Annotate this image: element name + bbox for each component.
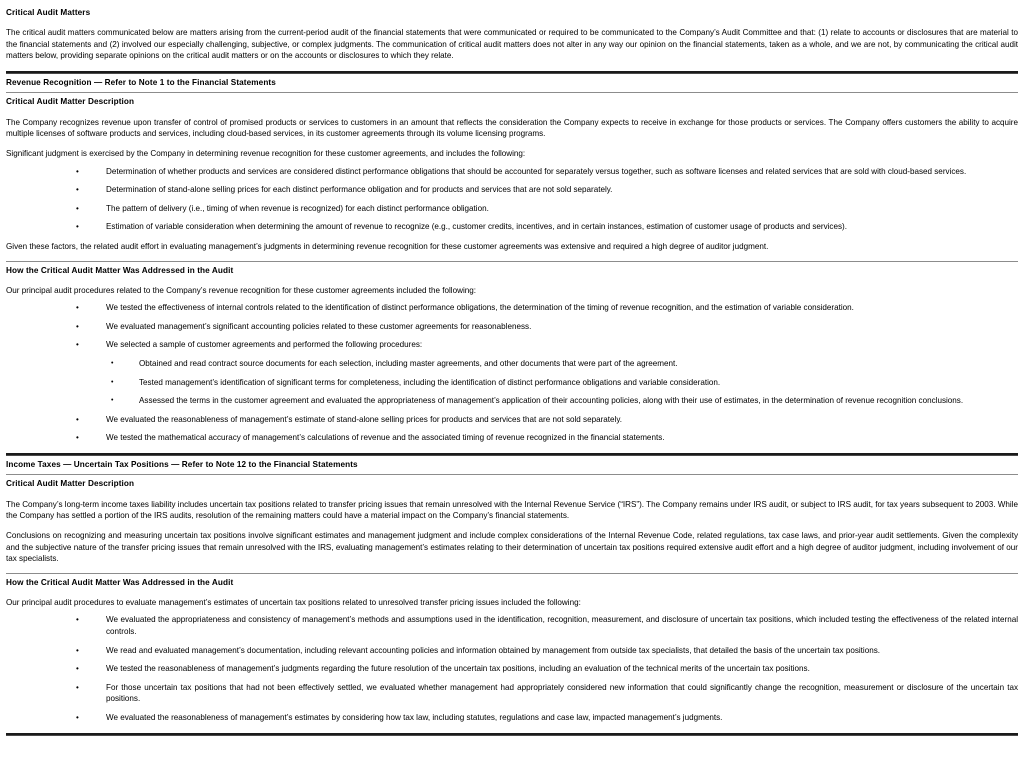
document-bottom-rule bbox=[6, 733, 1018, 736]
list-item bbox=[6, 663, 1018, 675]
subheading-how-addressed-revenue: How the Critical Audit Matter Was Addressed in the Audit bbox=[6, 265, 234, 275]
list-item bbox=[6, 682, 1018, 705]
income-taxes-description-paragraph-2: Conclusions on recognizing and measuring uncertain tax positions involve significant estimates and management judgment and include complex considerations of the Internal Revenue Code, related regulations, tax case laws, and prior-year audit settlements. Given the complexity and the subjective nature of the transfer pricing issues that remain unresolved with the IRS, evaluating management’s estimates relating to their determination of uncertain tax positions required extensive audit effort and a high degree of auditor judgment, including involvement of our tax specialists. bbox=[6, 531, 1018, 564]
list-item bbox=[6, 414, 1018, 426]
list-item-text: For those uncertain tax positions that had not been effectively settled, we evaluated whether management had appropriately considered new information that could significantly change the recognition, measurement or disclosure of the uncertain tax positions. bbox=[106, 682, 1018, 704]
sub-list-item-text: Obtained and read contract source documents for each selection, including master agreements, and other documents that were part of the agreement. bbox=[139, 358, 678, 368]
sub-list-item bbox=[106, 395, 1018, 407]
bullet-icon: • bbox=[76, 321, 79, 331]
list-item-text: Determination of whether products and services are considered distinct performance obligations that should be accounted for separately versus together, such as software licenses and related services that are sold with cloud-based services. bbox=[106, 166, 967, 176]
bullet-icon: • bbox=[76, 166, 79, 176]
bullet-icon: • bbox=[111, 397, 114, 405]
subheading-critical-audit-matter-description: Critical Audit Matter Description bbox=[6, 96, 135, 106]
section-heading-revenue-recognition: Revenue Recognition — Refer to Note 1 to the Financial Statements bbox=[6, 77, 276, 87]
bullet-icon: • bbox=[76, 664, 79, 674]
list-item-text: We evaluated the reasonableness of management’s estimate of stand-alone selling prices for products and services that are not sold separately. bbox=[106, 414, 623, 424]
sub-list-item bbox=[106, 358, 1018, 370]
list-item bbox=[6, 645, 1018, 657]
bullet-icon: • bbox=[76, 185, 79, 195]
list-item-text: The pattern of delivery (i.e., timing of when revenue is recognized) for each distinct performance obligation. bbox=[106, 203, 489, 213]
income-taxes-description-paragraph-1: The Company’s long-term income taxes liability includes uncertain tax positions related to transfer pricing issues that remain unresolved with the Internal Revenue Service (“IRS”). The Company remains under IRS audit, or subject to IRS audit, for tax years subsequent to 2003. While the Company has settled a portion of the IRS audits, resolution of the remaining matters could have a material impact on the Company’s financial statements. bbox=[6, 499, 1018, 521]
sub-list-item bbox=[106, 377, 1018, 389]
revenue-addressed-bullet-list bbox=[6, 302, 1018, 444]
list-item-text: We tested the effectiveness of internal controls related to the identification of distinct performance obligations, the determination of the timing of revenue recognition, and the estimation of variable consideration. bbox=[106, 303, 854, 313]
list-item-text: We read and evaluated management’s documentation, including relevant accounting policies and information obtained by management from outside tax specialists, that detailed the basis of the uncertain tax positions. bbox=[106, 645, 881, 655]
section-heading-income-taxes: Income Taxes — Uncertain Tax Positions — Refer to Note 12 to the Financial Statements bbox=[6, 459, 358, 469]
section-income-taxes bbox=[6, 453, 1018, 736]
bullet-icon: • bbox=[76, 303, 79, 313]
subheading-critical-audit-matter-description: Critical Audit Matter Description bbox=[6, 478, 135, 488]
list-item bbox=[6, 712, 1018, 724]
list-item bbox=[6, 302, 1018, 314]
income-taxes-addressed-bullet-list bbox=[6, 614, 1018, 723]
revenue-description-bullet-list bbox=[6, 166, 1018, 233]
sub-list-item-text: Tested management’s identification of significant terms for completeness, including the identification of distinct performance obligations and variable consideration. bbox=[139, 377, 721, 387]
list-item-text: We tested the reasonableness of management’s judgments regarding the future resolution of the uncertain tax positions, including an evaluation of the technical merits of the uncertain tax positions. bbox=[106, 664, 810, 674]
list-item bbox=[6, 339, 1018, 406]
bullet-icon: • bbox=[111, 359, 114, 367]
list-item-text: We selected a sample of customer agreements and performed the following procedures: bbox=[106, 340, 423, 350]
list-item bbox=[6, 203, 1018, 215]
list-item-text: We tested the mathematical accuracy of management’s calculations of revenue and the associated timing of revenue recognized in the financial statements. bbox=[106, 433, 665, 443]
bullet-icon: • bbox=[76, 645, 79, 655]
list-item bbox=[6, 321, 1018, 333]
income-taxes-addressed-paragraph-1: Our principal audit procedures to evaluate management’s estimates of uncertain tax positions related to unresolved transfer pricing issues included the following: bbox=[6, 597, 581, 607]
list-item-text: We evaluated the reasonableness of management’s estimates by considering how tax law, including statutes, regulations and case law, impacted management’s judgments. bbox=[106, 713, 723, 722]
subheading-how-addressed-income-taxes: How the Critical Audit Matter Was Addressed in the Audit bbox=[6, 577, 234, 587]
list-item-text: We evaluated the appropriateness and consistency of management’s methods and assumptions used in the identification, recognition, measurement, and disclosure of uncertain tax positions, which included testing the effectiveness of the related internal controls. bbox=[106, 615, 1018, 637]
bullet-icon: • bbox=[76, 203, 79, 213]
revenue-description-paragraph-3: Given these factors, the related audit effort in evaluating management’s judgments in determining revenue recognition for these customer agreements was extensive and required a high degree of auditor judgment. bbox=[6, 241, 769, 251]
bullet-icon: • bbox=[76, 615, 79, 625]
bullet-icon: • bbox=[76, 340, 79, 350]
list-item bbox=[6, 221, 1018, 233]
section-revenue-recognition bbox=[6, 71, 1018, 444]
list-item-text: Estimation of variable consideration when determining the amount of revenue to recognize (e.g., customer credits, incentives, and in certain instances, estimation of customer usage of products and services). bbox=[106, 222, 847, 232]
list-item-text: Determination of stand-alone selling prices for each distinct performance obligation and for products and services that are not sold separately. bbox=[106, 185, 613, 195]
list-item bbox=[6, 166, 1018, 178]
revenue-description-paragraph-1: The Company recognizes revenue upon transfer of control of promised products or services to customers in an amount that reflects the consideration the Company expects to receive in exchange for those products or services. The Company offers customers the ability to acquire multiple licenses of software products and services, including cloud-based services, in its customer agreements through its volume licensing programs. bbox=[6, 117, 1018, 139]
intro-paragraph: The critical audit matters communicated below are matters arising from the current-period audit of the financial statements that were communicated or required to be communicated to the Company’s Audit Committee and that: (1) relate to accounts or disclosures that are material to the financial statements and (2) involved our especially challenging, subjective, or complex judgments. The communication of critical audit matters does not alter in any way our opinion on the financial statements, taken as a whole, and we are not, by communicating the critical audit matters below, providing separate opinions on the critical audit matters or on the accounts or disclosures to which they relate. bbox=[6, 28, 1018, 61]
bullet-icon: • bbox=[76, 414, 79, 424]
list-item bbox=[6, 432, 1018, 444]
list-item bbox=[6, 614, 1018, 637]
page-title: Critical Audit Matters bbox=[6, 8, 91, 17]
revenue-addressed-sub-bullet-list bbox=[106, 358, 1018, 407]
revenue-addressed-paragraph-1: Our principal audit procedures related to the Company’s revenue recognition for these customer agreements included the following: bbox=[6, 285, 477, 295]
bullet-icon: • bbox=[76, 222, 79, 232]
bullet-icon: • bbox=[76, 682, 79, 692]
bullet-icon: • bbox=[76, 433, 79, 443]
bullet-icon: • bbox=[76, 713, 79, 722]
revenue-description-paragraph-2: Significant judgment is exercised by the Company in determining revenue recognition for these customer agreements, and includes the following: bbox=[6, 148, 526, 158]
sub-list-item-text: Assessed the terms in the customer agreement and evaluated the appropriateness of management’s application of their accounting policies, along with their use of estimates, in the determination of revenue recognition conclusions. bbox=[139, 396, 964, 406]
list-item bbox=[6, 184, 1018, 196]
list-item-text: We evaluated management’s significant accounting policies related to these customer agreements for reasonableness. bbox=[106, 321, 532, 331]
bullet-icon: • bbox=[111, 378, 114, 386]
